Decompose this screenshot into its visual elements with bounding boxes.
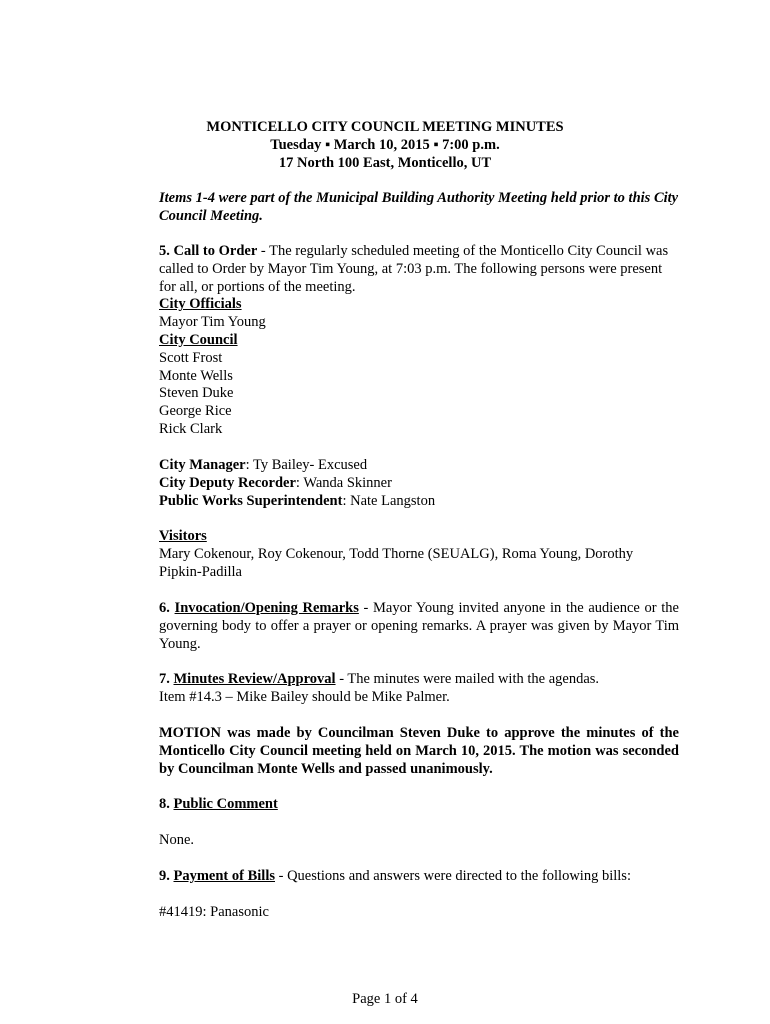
minutes-text: - The minutes were mailed with the agendas. xyxy=(335,671,600,687)
payment-number: 9. xyxy=(159,868,174,884)
public-comment-section xyxy=(159,796,679,814)
intro-note: Items 1-4 were part of the Municipal Building Authority Meeting held prior to this City Council Meeting. xyxy=(159,190,679,224)
staff-row xyxy=(159,457,679,475)
official-name: Mayor Tim Young xyxy=(159,314,266,331)
staff-row xyxy=(159,475,679,493)
city-council-heading: City Council xyxy=(159,331,238,348)
council-member: Scott Frost xyxy=(159,349,223,366)
document-title: MONTICELLO CITY COUNCIL MEETING MINUTES xyxy=(206,119,564,135)
minutes-correction-note: Item #14.3 – Mike Bailey should be Mike Palmer. xyxy=(159,688,450,705)
meeting-date: Tuesday ▪ March 10, 2015 ▪ 7:00 p.m. xyxy=(270,137,500,153)
invocation-section xyxy=(159,600,679,653)
staff-name: : Nate Langston xyxy=(342,492,436,509)
staff-role: City Deputy Recorder xyxy=(159,474,296,491)
minutes-heading: Minutes Review/Approval xyxy=(173,671,336,687)
payment-text: - Questions and answers were directed to the following bills: xyxy=(275,868,631,884)
staff-role: City Manager xyxy=(159,457,246,473)
invocation-heading: Invocation/Opening Remarks xyxy=(174,600,359,616)
staff-role: Public Works Superintendent xyxy=(159,492,343,509)
invocation-number: 6. xyxy=(159,600,175,616)
council-member: Monte Wells xyxy=(159,367,233,384)
payment-heading: Payment of Bills xyxy=(173,868,275,884)
staff-name: : Ty Bailey- Excused xyxy=(245,457,368,473)
invocation-text: - Mayor Young invited anyone in the audience or the governing body to offer a prayer or opening remarks. A prayer was given by Mayor Tim Young. xyxy=(159,600,679,652)
public-comment-text: None. xyxy=(159,832,195,848)
minutes-review-section xyxy=(159,671,679,707)
city-officials-heading: City Officials xyxy=(159,296,242,313)
payment-section xyxy=(159,868,679,886)
council-member: Rick Clark xyxy=(159,420,223,437)
call-to-order-section xyxy=(159,243,679,439)
staff-section xyxy=(159,457,679,510)
staff-name: : Wanda Skinner xyxy=(295,474,392,491)
staff-row xyxy=(159,493,679,511)
page-number: Page 1 of 4 xyxy=(352,991,418,1007)
minutes-number: 7. xyxy=(159,671,174,687)
meeting-address: 17 North 100 East, Monticello, UT xyxy=(278,155,492,171)
visitors-section xyxy=(159,528,679,581)
council-member: Steven Duke xyxy=(159,385,234,402)
call-to-order-text: - The regularly scheduled meeting of the Monticello City Council was called to Order by Mayor Tim Young, at 7:03 p.m. The following persons were present for all, or portions of the meeting. xyxy=(159,243,669,295)
public-comment-heading: Public Comment xyxy=(173,796,278,812)
visitors-list: Mary Cokenour, Roy Cokenour, Todd Thorne (SEUALG), Roma Young, Dorothy Pipkin-Padilla xyxy=(159,545,634,580)
public-comment-number: 8. xyxy=(159,796,174,812)
call-to-order-heading: 5. Call to Order xyxy=(159,243,258,259)
payment-item: #41419: Panasonic xyxy=(159,904,269,920)
motion-text: MOTION was made by Councilman Steven Duke to approve the minutes of the Monticello City Council meeting held on March 10, 2015. The motion was seconded by Councilman Monte Wells and passed unanimously. xyxy=(159,725,679,777)
council-member: George Rice xyxy=(159,403,232,420)
visitors-heading: Visitors xyxy=(159,528,207,544)
